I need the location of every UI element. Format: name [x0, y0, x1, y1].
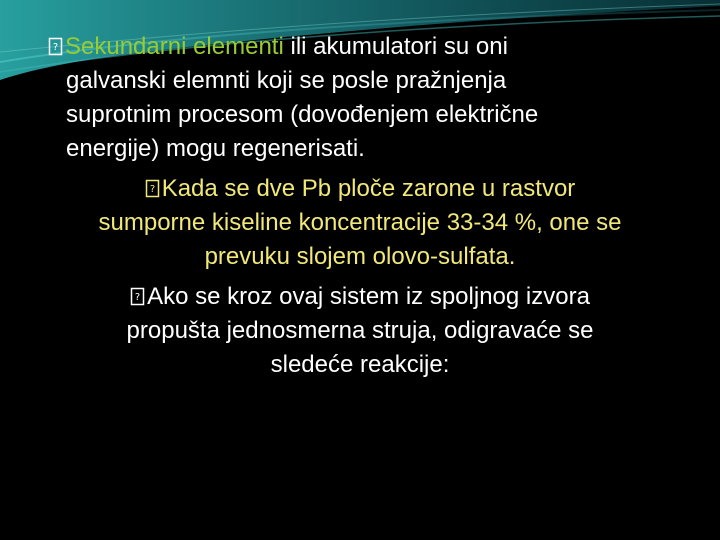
- missing-glyph-box-icon: [48, 36, 64, 56]
- paragraph-pb-plates: [0, 172, 720, 274]
- paragraph3-line1: Ako se kroz ovaj sistem iz spoljnog izvora: [147, 283, 590, 310]
- missing-glyph-box-icon: [145, 178, 161, 198]
- paragraph2-line1-wrap: [0, 172, 720, 206]
- paragraph3-line3: sledeće reakcije:: [270, 351, 450, 378]
- paragraph3-line1-wrap: [0, 280, 720, 314]
- paragraph1-line4: energije) mogu regenerisati.: [66, 135, 365, 162]
- paragraph1-line1-rest: ili akumulatori su oni: [283, 33, 508, 60]
- paragraph3-line2: propušta jednosmerna struja, odigravaće se: [126, 317, 594, 344]
- paragraph-secondary-elements: [48, 30, 538, 166]
- paragraph2-line2: sumporne kiseline koncentracije 33-34 %, one se: [98, 209, 622, 236]
- highlighted-term: Sekundarni elementi: [65, 33, 284, 60]
- paragraph1-line2: galvanski elemnti koji se posle pražnjenja: [66, 67, 507, 94]
- svg-text:?: ?: [134, 292, 141, 303]
- svg-text:?: ?: [52, 42, 59, 53]
- paragraph1-line1: [48, 30, 538, 64]
- missing-glyph-box-icon: [130, 286, 146, 306]
- svg-text:?: ?: [149, 184, 155, 195]
- paragraph1-line3: suprotnim procesom (dovođenjem električne: [66, 101, 539, 128]
- paragraph-direct-current: [0, 280, 720, 382]
- paragraph2-line3: prevuku slojem olovo-sulfata.: [204, 243, 516, 270]
- paragraph2-line1: Kada se dve Pb ploče zarone u rastvor: [161, 175, 576, 202]
